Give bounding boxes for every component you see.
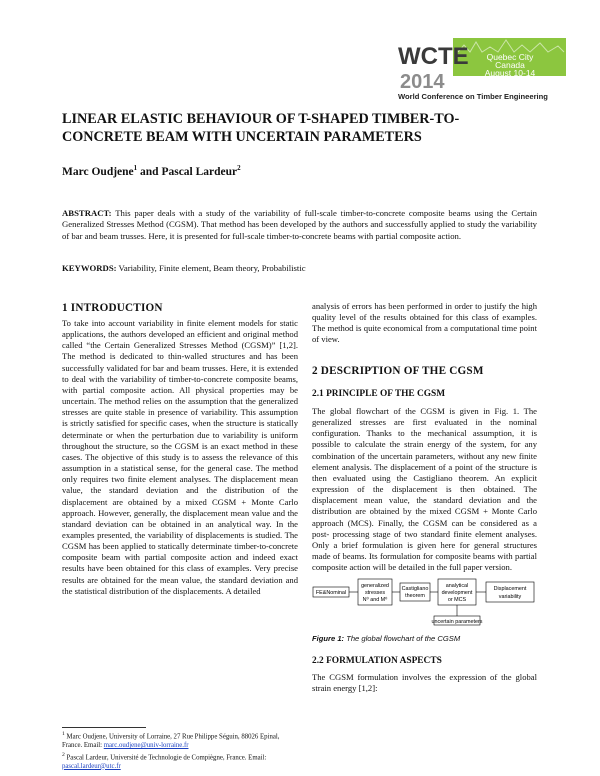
footnote-rule [62,727,146,728]
cgsm-principle-body: The global flowchart of the CGSM is given in Fig. 1. The generalized stresses are first evaluated in the nominal configuration. Thanks to the mechanical assumption, it is possible to calculate the strain energy of the system, for any combination of the uncertain parameters, without any new finite element analysis. The displacement of a point of the structure is then evaluated using the Castigliano theorem. An explicit expression of the displacement is then obtained. The displacement mean value, the standard deviation and the distribution are obtained by the mixed CGSM + Monte Carlo approach (MCS). Finally, the CGSM can be considered as a post- processing stage of two standard finite element analyses. Only a brief formulation is given here for general structures made of beams. Its formulation for composite beams with partial composite action will be detailed in the full paper version. [312,405,537,573]
logo-city-text: Quebec City [486,52,534,62]
wcte-logo [398,36,568,106]
introduction-continuation: analysis of errors has been performed in order to justify the high quality level of the results obtained for this class of examples. The method is quite economical from a computational time point of view. [312,301,537,345]
figure-1-caption-text: The global flowchart of the CGSM [344,634,461,643]
author-2: Pascal Lardeur [161,165,238,178]
fe-nominal-label: FE&Nominal [315,590,347,596]
displacement-label-1: Displacement [493,586,527,592]
logo-country-text: Canada [495,60,525,70]
paper-title: LINEAR ELASTIC BEHAVIOUR OF T-SHAPED TIMBER-TO-CONCRETE BEAM WITH UNCERTAIN PARAMETERS [62,111,460,145]
analytical-label-3: or MCS [447,597,467,603]
conference-name: World Conference on Timber Engineering [398,92,548,101]
flowchart-graphic [312,578,537,636]
footnote-2 [62,751,298,772]
logo-wcte-text: WCTE [398,43,469,70]
footnote-2-email-link[interactable]: pascal.lardeur@utc.fr [62,762,121,770]
author-1-mark: 1 [133,164,138,172]
subsection-2-1-heading: 2.1 PRINCIPLE OF THE CGSM [312,388,446,399]
left-column [62,318,298,597]
footnote-2-text: Pascal Lardeur, Université de Technologie de Compiègne, France. Email: [64,753,267,761]
introduction-body: To take into account variability in finite element models for static applications, the authors developed an efficient and original method called “the Certain Generalized Stresses Method (CGSM)” [1,2]. The method is dedicated to thin-walled structures and has been successfully validated for bar and beam trusses. Here, it is extended to deal with the variability of timber-to-concrete composite beams, with partial composite action. All physical properties may be uncertain. The method relies on the assumption that the generalized stresses are quite stable in presence of variability. This assumption is strictly satisfied for specific cases, when the structure is statically determinate or when the perturbation due to variability is uniform throughout the structure, so the CGSM is an exact method in these cases. The objective of this study is to assess the relevance of this assumption in a statistical sense, for the general case. The method only requires two finite element analyses. The displacement mean value, the standard deviation and the distribution of the displacement are obtained by a mixed CGSM + Monte Carlo approach. However, generally, the displacement mean value and the standard deviation can be obtained in an analytical way. In the examples presented, the variability of displacements is studied. The CGSM has been applied to statically determinate timber-to-concrete composite beam with partial composite action and indeed exact results have been obtained for this class of examples. Very precise results are obtained for the mean value, the standard deviation and the statistical distribution of the displacements. A detailed [62,318,298,596]
displacement-label-2: variability [498,594,522,600]
keywords-label: KEYWORDS: [62,263,117,273]
logo-dates-text: August 10-14 [484,68,536,78]
section-2-heading: 2 DESCRIPTION OF THE CGSM [312,364,484,377]
section-1-heading: 1 INTRODUCTION [62,302,163,314]
figure-1-caption [312,634,460,643]
castigliano-label-1: Castigliano [401,586,429,592]
analytical-label-1: analytical [445,583,469,589]
abstract-label: ABSTRACT: [62,208,112,218]
author-and: and [137,165,162,178]
keywords [62,263,537,274]
figure-1-label: Figure 1: [312,634,345,643]
footnote-1-mark: 1 [62,731,65,737]
abstract [62,208,537,242]
cgsm-flowchart [312,578,537,636]
castigliano-label-2: theorem [405,593,425,599]
generalized-label-3: N⁰ and M⁰ [362,597,388,603]
formulation-body: The CGSM formulation involves the expression of the global strain energy [1,2]: [312,672,537,694]
keywords-text: Variability, Finite element, Beam theory, Probabilistic [116,263,306,273]
footnote-1 [62,730,298,751]
generalized-label-2: stresses [364,590,386,596]
footnote-2-mark: 2 [62,751,65,758]
abstract-text: This paper deals with a study of the variability of full-scale timber-to-concrete composite beams using the Certain Generalized Stresses Method (CGSM). That method has been developed by the authors and successfully applied to study the variability of bar and beam trusses. Here, it is presented for full-scale timber-to-concrete beams with partial composite action. [62,208,537,241]
logo-graphic [398,36,568,106]
analytical-label-2: development [441,590,473,596]
logo-year-text: 2014 [400,71,445,93]
generalized-label-1: generalized [361,583,389,589]
author-line [62,164,241,178]
footnote-1-email-link[interactable]: marc.oudjene@univ-lorraine.fr [103,741,189,749]
right-column [312,301,537,573]
author-1: Marc Oudjene [62,165,134,178]
uncertain-parameters-label: uncertain parameters [431,619,483,625]
subsection-2-2-heading: 2.2 FORMULATION ASPECTS [312,656,442,666]
footnotes [62,730,298,771]
footnote-1-text: Marc Oudjene, University of Lorraine, 27 Rue Philippe Séguin, 88026 Epinal, France. Email: [62,733,280,749]
author-2-mark: 2 [237,164,241,172]
